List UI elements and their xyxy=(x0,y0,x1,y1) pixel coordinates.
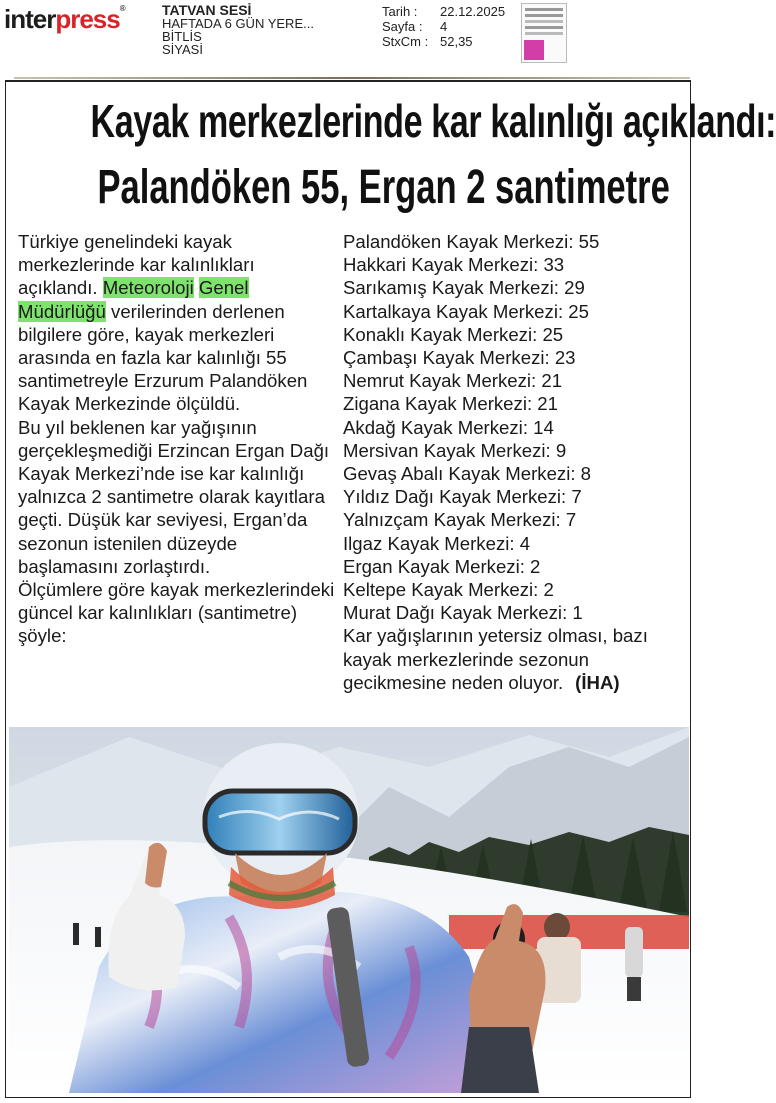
list-item: Ilgaz Kayak Merkezi: 4 xyxy=(343,532,531,554)
list-item: Palandöken Kayak Merkezi: 55 xyxy=(343,231,600,252)
publication-name: TATVAN SESİ xyxy=(162,2,252,18)
highlight-genel-mudurlugu: Genel Müdürlüğü xyxy=(18,277,249,322)
page-label: Sayfa : xyxy=(382,19,423,34)
list-item: Ergan Kayak Merkezi: 2 xyxy=(343,555,541,577)
date-label: Tarih : xyxy=(382,4,418,19)
source-credit: (İHA) xyxy=(575,671,620,693)
list-item: Nemrut Kayak Merkezi: 21 xyxy=(343,370,563,392)
article-photo xyxy=(9,727,689,1093)
page-thumbnail[interactable] xyxy=(521,3,567,63)
headline-line-1: Kayak merkezlerinde kar kalınlığı açıklandı: xyxy=(90,95,776,147)
list-item: Akdağ Kayak Merkezi: 14 xyxy=(343,416,554,438)
list-item: Çambaşı Kayak Merkezi: 23 xyxy=(343,347,576,369)
closing-paragraph: Kar yağışlarının yetersiz olması, bazı kayak merkezlerinde sezonun gecikmesine neden oluyor. (İHA) xyxy=(343,625,648,693)
list-item: Zigana Kayak Merkezi: 21 xyxy=(343,393,558,415)
interpress-logo: interpress® xyxy=(4,4,125,34)
publication-info xyxy=(162,4,314,56)
list-item: Murat Dağı Kayak Merkezi: 1 xyxy=(343,602,583,624)
list-item: Sarıkamış Kayak Merkezi: 29 xyxy=(343,277,585,299)
paragraph-3: Ölçümlere göre kayak merkezlerindeki güncel kar kalınlıkları (santimetre) şöyle: xyxy=(18,579,335,647)
snow-depth-list xyxy=(343,230,688,624)
paragraph-2: Bu yıl beklenen kar yağışının gerçekleşmediği Erzincan Ergan Dağı Kayak Merkezi’nde ise kar kalınlığı yalnızca 2 santimetre olarak kayıtlara geçti. Düşük kar seviyesi, Ergan’da sezonun istenilen düzeyde başlamasını zorlaştırdı. xyxy=(18,416,330,577)
page-value: 4 xyxy=(440,19,448,34)
list-item: Yıldız Dağı Kayak Merkezi: 7 xyxy=(343,486,582,508)
publication-frequency: HAFTADA 6 GÜN YERE... xyxy=(162,16,314,31)
article-column-left xyxy=(18,230,336,648)
paragraph-1: Türkiye genelindeki kayak merkezlerinde kar kalınlıkları açıklandı. Meteoroloji Genel Müdürlüğü verilerinden derlenen bilgilere göre, kayak merkezleri arasında en fazla kar kalınlığı 55 santimetreyle Erzurum Palandöken Kayak Merkezinde ölçüldü. xyxy=(18,231,308,415)
list-item: Gevaş Abalı Kayak Merkezi: 8 xyxy=(343,463,592,485)
skier-photo-illustration xyxy=(9,727,689,1093)
list-item: Yalnızçam Kayak Merkezi: 7 xyxy=(343,509,577,531)
list-item: Hakkari Kayak Merkezi: 33 xyxy=(343,254,565,276)
list-item: Konaklı Kayak Merkezi: 25 xyxy=(343,323,564,345)
top-rule xyxy=(14,77,690,79)
headline-line-2: Palandöken 55, Ergan 2 santimetre xyxy=(97,161,670,214)
stxcm-label: StxCm : xyxy=(382,34,429,49)
date-value: 22.12.2025 xyxy=(440,4,506,19)
article-column-right xyxy=(343,230,688,694)
publication-category: SİYASİ xyxy=(162,42,203,57)
stxcm-value: 52,35 xyxy=(440,34,473,49)
clipping-header xyxy=(0,0,696,72)
list-item: Keltepe Kayak Merkezi: 2 xyxy=(343,579,554,601)
list-item: Kartalkaya Kayak Merkezi: 25 xyxy=(343,300,589,322)
publication-city: BİTLİS xyxy=(162,29,202,44)
list-item: Mersivan Kayak Merkezi: 9 xyxy=(343,439,567,461)
highlight-meteoroloji: Meteoroloji xyxy=(102,277,194,299)
clipping-meta xyxy=(382,4,505,49)
